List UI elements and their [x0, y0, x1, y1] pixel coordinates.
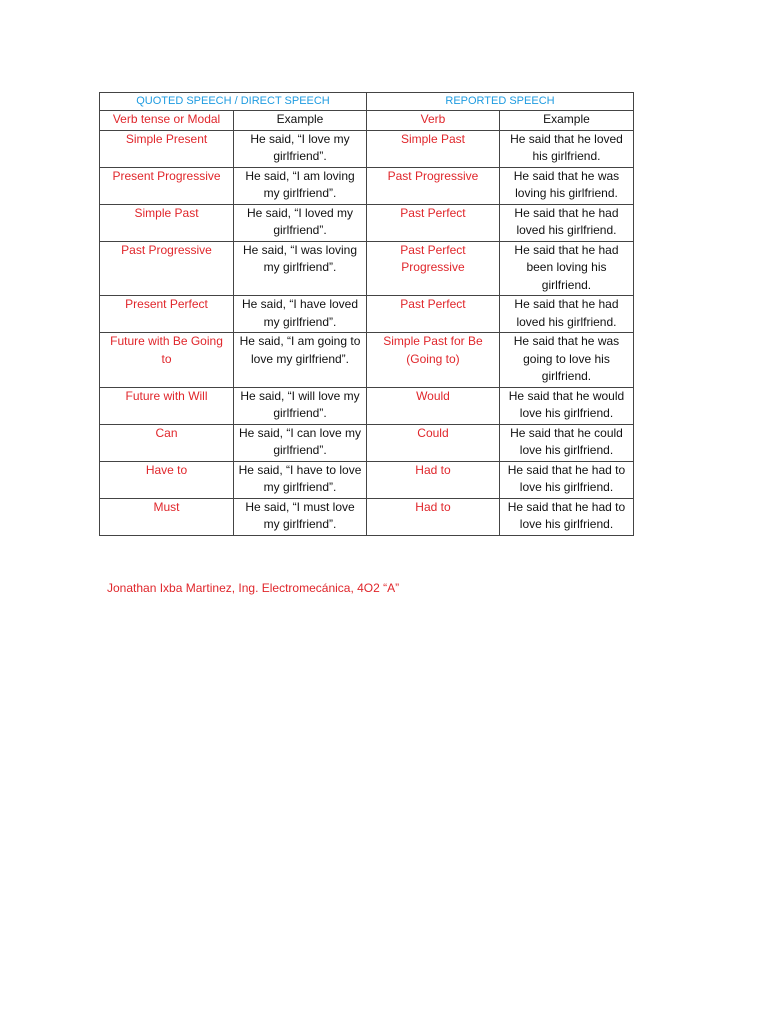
reported-example-cell: He said that he loved his girlfriend. — [499, 130, 633, 167]
table-row — [100, 204, 634, 241]
reported-example-header: Example — [499, 111, 633, 131]
tense-cell: Can — [100, 424, 234, 461]
tense-cell: Simple Present — [100, 130, 234, 167]
tense-cell: Past Progressive — [100, 241, 234, 296]
direct-example-cell: He said, “I love my girlfriend”. — [234, 130, 367, 167]
tense-cell: Future with Be Going to — [100, 333, 234, 388]
table-row — [100, 167, 634, 204]
table-row — [100, 333, 634, 388]
reported-verb-cell: Past Perfect Progressive — [366, 241, 499, 296]
reported-example-cell: He said that he had loved his girlfriend. — [499, 204, 633, 241]
table-row — [100, 498, 634, 535]
reported-verb-cell: Had to — [366, 498, 499, 535]
reported-example-cell: He said that he had been loving his girlfriend. — [499, 241, 633, 296]
direct-example-cell: He said, “I have loved my girlfriend”. — [234, 296, 367, 333]
reported-example-cell: He said that he had loved his girlfriend. — [499, 296, 633, 333]
reported-example-cell: He said that he was going to love his girlfriend. — [499, 333, 633, 388]
reported-verb-cell: Past Perfect — [366, 204, 499, 241]
table-row — [100, 241, 634, 296]
author-credit: Jonathan Ixba Martinez, Ing. Electromecánica, 4O2 “A” — [107, 581, 400, 595]
tense-cell: Simple Past — [100, 204, 234, 241]
tense-cell: Future with Will — [100, 387, 234, 424]
direct-example-cell: He said, “I loved my girlfriend”. — [234, 204, 367, 241]
column-header-row — [100, 111, 634, 131]
direct-example-cell: He said, “I am going to love my girlfriend”. — [234, 333, 367, 388]
direct-example-cell: He said, “I am loving my girlfriend”. — [234, 167, 367, 204]
direct-example-cell: He said, “I can love my girlfriend”. — [234, 424, 367, 461]
reported-example-cell: He said that he had to love his girlfriend. — [499, 498, 633, 535]
table-row — [100, 461, 634, 498]
table-row — [100, 387, 634, 424]
section-header-row — [100, 93, 634, 111]
tense-cell: Present Perfect — [100, 296, 234, 333]
direct-example-cell: He said, “I was loving my girlfriend”. — [234, 241, 367, 296]
reported-verb-cell: Simple Past for Be (Going to) — [366, 333, 499, 388]
table-row — [100, 130, 634, 167]
direct-example-cell: He said, “I will love my girlfriend”. — [234, 387, 367, 424]
tense-cell: Have to — [100, 461, 234, 498]
direct-example-cell: He said, “I must love my girlfriend”. — [234, 498, 367, 535]
reported-speech-header: REPORTED SPEECH — [366, 93, 633, 111]
reported-example-cell: He said that he was loving his girlfriend. — [499, 167, 633, 204]
reported-example-cell: He said that he could love his girlfriend. — [499, 424, 633, 461]
table-row — [100, 296, 634, 333]
direct-speech-header: QUOTED SPEECH / DIRECT SPEECH — [100, 93, 367, 111]
table-row — [100, 424, 634, 461]
reported-verb-cell: Would — [366, 387, 499, 424]
reported-example-cell: He said that he would love his girlfriend. — [499, 387, 633, 424]
direct-example-cell: He said, “I have to love my girlfriend”. — [234, 461, 367, 498]
reported-verb-header: Verb — [366, 111, 499, 131]
reported-verb-cell: Could — [366, 424, 499, 461]
verb-tense-header: Verb tense or Modal — [100, 111, 234, 131]
tense-cell: Present Progressive — [100, 167, 234, 204]
reported-example-cell: He said that he had to love his girlfriend. — [499, 461, 633, 498]
reported-verb-cell: Past Progressive — [366, 167, 499, 204]
speech-table — [99, 92, 634, 536]
reported-verb-cell: Had to — [366, 461, 499, 498]
reported-verb-cell: Simple Past — [366, 130, 499, 167]
tense-cell: Must — [100, 498, 234, 535]
reported-verb-cell: Past Perfect — [366, 296, 499, 333]
direct-example-header: Example — [234, 111, 367, 131]
